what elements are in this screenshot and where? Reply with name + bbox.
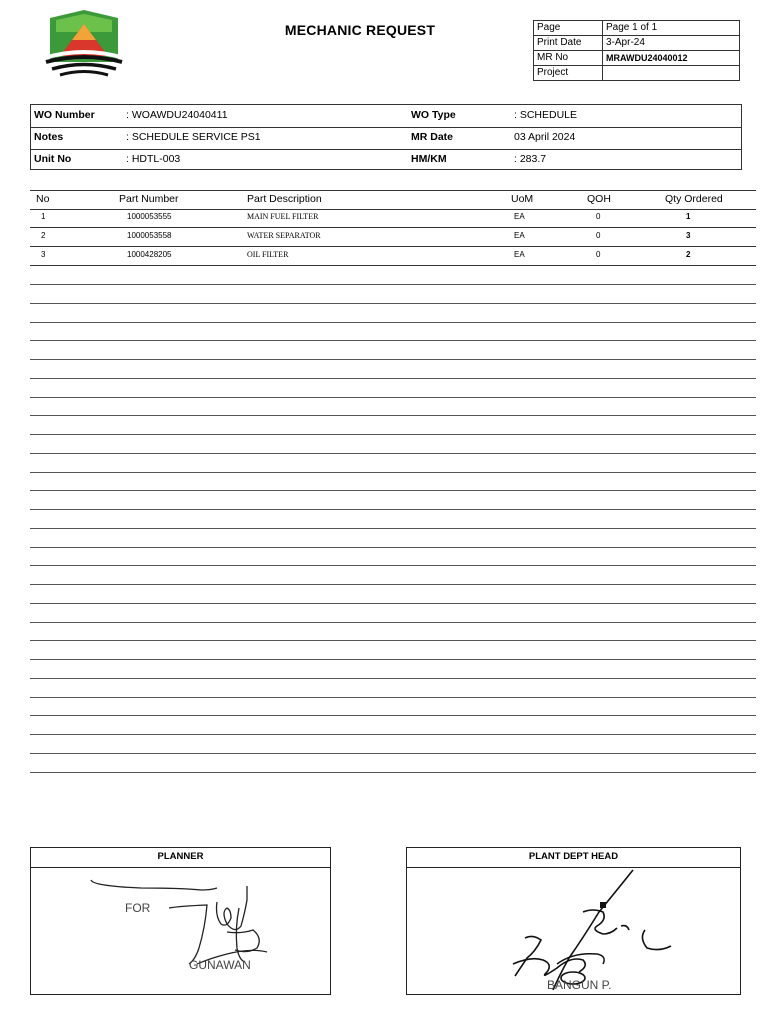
unit-no-label: Unit No xyxy=(34,153,72,165)
ruled-line xyxy=(30,584,756,585)
ruled-line xyxy=(30,603,756,604)
mr-date-value: 03 April 2024 xyxy=(514,131,576,143)
ruled-line xyxy=(30,772,756,773)
cell-part-number: 1000428205 xyxy=(127,250,172,259)
ruled-line xyxy=(30,678,756,679)
ruled-line xyxy=(30,734,756,735)
planner-name: GUNAWAN xyxy=(189,958,251,972)
plant-dept-head-name: BANGUN P. xyxy=(547,978,612,992)
ruled-line xyxy=(30,659,756,660)
planner-signature-box xyxy=(30,847,331,995)
cell-qty-ordered: 3 xyxy=(686,231,691,240)
col-header-part-description: Part Description xyxy=(247,193,322,205)
wo-row-1 xyxy=(31,105,741,128)
wo-type-label: WO Type xyxy=(411,109,456,121)
cell-qty-ordered: 1 xyxy=(686,212,691,221)
parts-table-header xyxy=(30,190,756,210)
col-header-part-number: Part Number xyxy=(119,193,179,205)
ruled-line xyxy=(30,434,756,435)
ruled-line xyxy=(30,397,756,398)
ruled-line xyxy=(30,622,756,623)
cell-qty-ordered: 2 xyxy=(686,250,691,259)
cell-uom: EA xyxy=(514,250,525,259)
wo-number-label: WO Number xyxy=(34,109,95,121)
table-row xyxy=(30,246,756,266)
col-header-qty-ordered: Qty Ordered xyxy=(665,193,723,205)
meta-row-print-date xyxy=(534,36,740,51)
ruled-line xyxy=(30,284,756,285)
meta-label: MR No xyxy=(534,51,603,66)
wo-row-3 xyxy=(31,149,741,171)
ruled-line xyxy=(30,640,756,641)
ruled-line xyxy=(30,753,756,754)
cell-part-description: MAIN FUEL FILTER xyxy=(247,212,319,221)
unit-no-value: : HDTL-003 xyxy=(126,153,181,165)
ruled-line xyxy=(30,378,756,379)
cell-qoh: 0 xyxy=(596,231,601,240)
meta-row-mr-no xyxy=(534,51,740,66)
meta-label: Page xyxy=(534,21,603,36)
ruled-line xyxy=(30,453,756,454)
cell-uom: EA xyxy=(514,231,525,240)
document-title: MECHANIC REQUEST xyxy=(284,22,436,38)
wo-row-2 xyxy=(31,127,741,150)
cell-uom: EA xyxy=(514,212,525,221)
planner-title: PLANNER xyxy=(31,848,330,868)
meta-label: Print Date xyxy=(534,36,603,51)
meta-value: Page 1 of 1 xyxy=(603,21,740,36)
col-header-qoh: QOH xyxy=(587,193,611,205)
meta-value: MRAWDU24040012 xyxy=(603,51,740,66)
table-row xyxy=(30,208,756,228)
planner-signature xyxy=(31,868,330,994)
hmkm-value: : 283.7 xyxy=(514,153,547,165)
cell-part-number: 1000053555 xyxy=(127,212,172,221)
hmkm-label: HM/KM xyxy=(411,153,447,165)
plant-dept-head-signature xyxy=(407,868,740,994)
cell-qoh: 0 xyxy=(596,250,601,259)
cell-no: 2 xyxy=(41,231,46,240)
ruled-line xyxy=(30,509,756,510)
wo-number-value: : WOAWDU24040411 xyxy=(126,109,228,121)
meta-value: 3-Apr-24 xyxy=(603,36,740,51)
plant-dept-head-title: PLANT DEPT HEAD xyxy=(407,848,740,868)
meta-row-page xyxy=(534,21,740,36)
cell-no: 1 xyxy=(41,212,46,221)
cell-qoh: 0 xyxy=(596,212,601,221)
meta-value xyxy=(603,66,740,81)
cell-part-description: WATER SEPARATOR xyxy=(247,231,321,240)
ruled-line xyxy=(30,697,756,698)
cell-part-description: OIL FILTER xyxy=(247,250,289,259)
planner-for-label: FOR xyxy=(125,901,151,915)
ruled-line xyxy=(30,547,756,548)
notes-value: : SCHEDULE SERVICE PS1 xyxy=(126,131,261,143)
cell-no: 3 xyxy=(41,250,46,259)
ruled-line xyxy=(30,359,756,360)
meta-label: Project xyxy=(534,66,603,81)
col-header-uom: UoM xyxy=(511,193,534,205)
document-meta-table xyxy=(533,20,740,81)
company-logo xyxy=(38,8,130,80)
ruled-line xyxy=(30,715,756,716)
notes-label: Notes xyxy=(34,131,64,143)
meta-row-project xyxy=(534,66,740,81)
ruled-line xyxy=(30,415,756,416)
ruled-line xyxy=(30,528,756,529)
table-row xyxy=(30,227,756,247)
wo-type-value: : SCHEDULE xyxy=(514,109,578,121)
cell-part-number: 1000053558 xyxy=(127,231,172,240)
ruled-line xyxy=(30,303,756,304)
ruled-line xyxy=(30,490,756,491)
ruled-line xyxy=(30,340,756,341)
col-header-no: No xyxy=(36,193,50,205)
plant-dept-head-signature-box xyxy=(406,847,741,995)
ruled-line xyxy=(30,322,756,323)
work-order-info-box xyxy=(30,104,742,170)
mr-date-label: MR Date xyxy=(411,131,454,143)
ruled-line xyxy=(30,472,756,473)
ruled-line xyxy=(30,565,756,566)
